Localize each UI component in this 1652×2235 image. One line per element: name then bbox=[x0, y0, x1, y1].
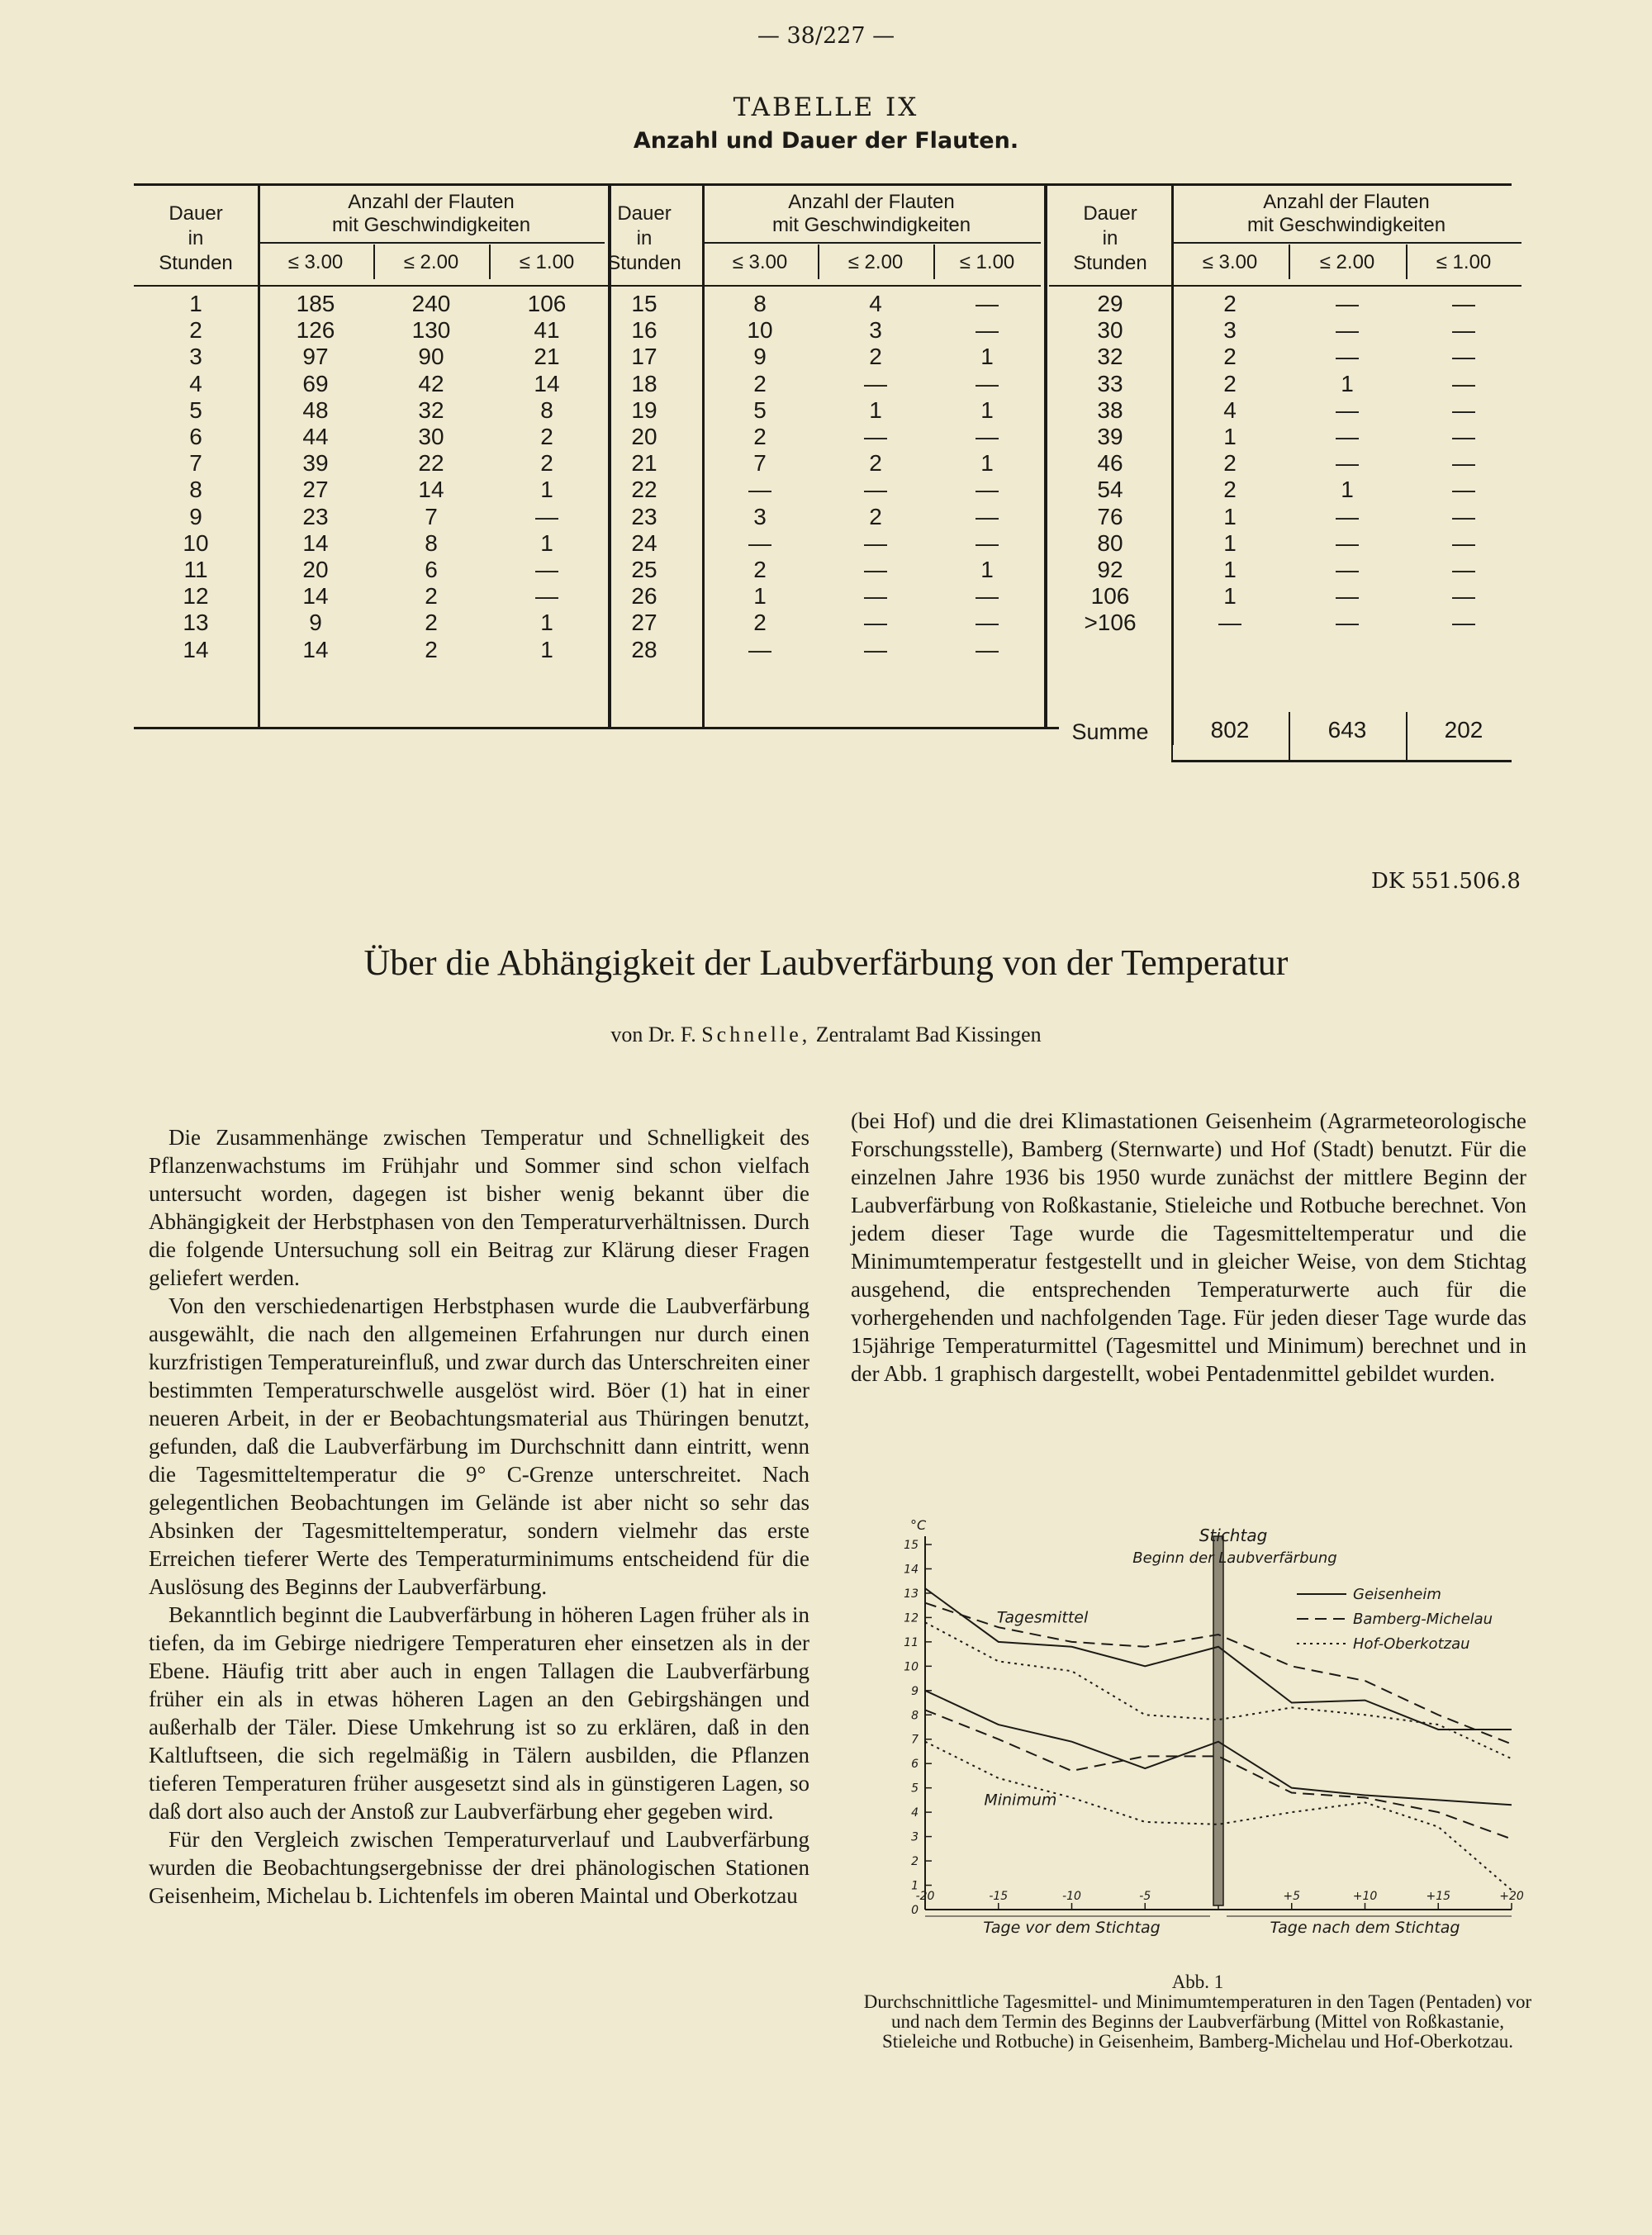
table-cell: — bbox=[976, 477, 999, 503]
table-cell: — bbox=[976, 317, 999, 344]
y-tick-label: 5 bbox=[911, 1782, 919, 1796]
table-cell: 2 bbox=[1223, 291, 1237, 316]
table-cell: 39 bbox=[302, 450, 329, 477]
table-cell: 27 bbox=[302, 477, 329, 503]
author-prefix: von Dr. F. bbox=[610, 1023, 696, 1046]
beginn-label: Beginn der Laubverfärbung bbox=[1132, 1549, 1337, 1567]
speed-subheader: ≤ 1.00 bbox=[519, 251, 575, 273]
table-cell: — bbox=[748, 529, 771, 556]
table-cell: 2 bbox=[753, 424, 767, 449]
legend-label: Geisenheim bbox=[1353, 1586, 1441, 1603]
x-tick-label: -15 bbox=[989, 1890, 1009, 1903]
table-title: Anzahl und Dauer der Flauten. bbox=[633, 128, 1019, 154]
caption-label: Abb. 1 bbox=[1171, 1972, 1224, 1992]
table-cell: 2 bbox=[753, 557, 767, 582]
table-cell: 1 bbox=[869, 396, 882, 423]
x-tick-label: -20 bbox=[915, 1890, 935, 1903]
table-cell: 27 bbox=[631, 610, 657, 636]
table-cell: — bbox=[976, 636, 999, 662]
tagesmittel-label: Tagesmittel bbox=[996, 1608, 1089, 1627]
table-cell: 4 bbox=[189, 370, 202, 396]
table-cell: 1 bbox=[1223, 557, 1237, 582]
y-tick-label: 12 bbox=[904, 1611, 919, 1625]
x-tick-label: -10 bbox=[1062, 1890, 1081, 1903]
table-cell: 1 bbox=[189, 291, 202, 316]
table-cell: — bbox=[1336, 344, 1359, 370]
table-cell: — bbox=[976, 610, 999, 636]
article-title: Über die Abhängigkeit der Laubverfärbung von der Temperatur bbox=[363, 942, 1289, 983]
summe-label: Summe bbox=[1071, 719, 1149, 744]
y-tick-label: 6 bbox=[911, 1758, 919, 1772]
table-label: TABELLE IX bbox=[733, 93, 919, 122]
table-cell: 2 bbox=[540, 450, 553, 477]
x-tick-label: +20 bbox=[1499, 1890, 1524, 1903]
table-cell: — bbox=[976, 503, 999, 529]
table-cell: — bbox=[864, 424, 887, 449]
table-cell: 9 bbox=[309, 610, 322, 636]
table-cell: 21 bbox=[534, 344, 560, 370]
table-cell: 2 bbox=[1223, 477, 1237, 503]
table-divider bbox=[1289, 712, 1290, 760]
table-cell: 13 bbox=[183, 610, 209, 636]
table-rule bbox=[586, 285, 1041, 287]
table-cell: — bbox=[1336, 583, 1359, 610]
speed-subheader: ≤ 2.00 bbox=[403, 251, 459, 273]
speed-subheader: ≤ 1.00 bbox=[959, 251, 1015, 273]
table-cell: 14 bbox=[302, 636, 329, 662]
table-cell: 21 bbox=[631, 450, 657, 477]
speed-subheader: ≤ 3.00 bbox=[732, 251, 788, 273]
table-cell: — bbox=[1336, 291, 1359, 316]
speed-subheader: ≤ 2.00 bbox=[847, 251, 904, 273]
table-cell: 7 bbox=[753, 450, 767, 477]
table-cell: — bbox=[976, 529, 999, 556]
table-cell: 1 bbox=[1223, 424, 1237, 449]
table-rule bbox=[134, 285, 605, 287]
table-cell: 48 bbox=[302, 396, 329, 423]
table-cell: 20 bbox=[302, 557, 329, 582]
table-cell: 8 bbox=[753, 291, 767, 316]
table-cell: 2 bbox=[189, 317, 202, 344]
table-cell: — bbox=[535, 583, 558, 610]
table-cell: 14 bbox=[183, 636, 209, 662]
table-divider bbox=[489, 244, 491, 279]
table-rule bbox=[1171, 760, 1512, 762]
summe-value: 643 bbox=[1327, 717, 1367, 743]
table-cell: — bbox=[864, 370, 887, 396]
table-cell: 90 bbox=[418, 344, 444, 370]
table-cell: 14 bbox=[302, 529, 329, 556]
table-cell: 1 bbox=[1341, 477, 1354, 503]
dk-classification: DK 551.506.8 bbox=[1371, 869, 1521, 894]
table-cell: 76 bbox=[1097, 503, 1123, 529]
table-cell: — bbox=[1452, 291, 1475, 316]
table-rule bbox=[134, 183, 1512, 186]
minimum-label: Minimum bbox=[984, 1791, 1057, 1810]
author-affiliation: Zentralamt Bad Kissingen bbox=[815, 1023, 1042, 1046]
table-cell: 44 bbox=[302, 424, 329, 449]
flauten-group-header: mit Geschwindigkeiten bbox=[1246, 214, 1446, 236]
table-cell: 23 bbox=[631, 503, 657, 529]
caption-text: Durchschnittliche Tagesmittel- und Minimumtemperaturen in den Tagen (Pentaden) vor und nach dem Termin des Beginns der Laubverfärbung (Mittel von Roßkastanie, Stieleiche und Rotbuche) in Geisenheim, Bamberg-Michelau und Hof-Oberkotzau. bbox=[863, 1991, 1532, 2052]
table-cell: 2 bbox=[1223, 344, 1237, 370]
table-cell: 10 bbox=[183, 529, 209, 556]
table-cell: 80 bbox=[1097, 529, 1123, 556]
table-cell: 2 bbox=[869, 344, 882, 370]
table-cell: 17 bbox=[631, 344, 657, 370]
table-cell: 2 bbox=[869, 503, 882, 529]
table-cell: 11 bbox=[183, 557, 208, 582]
table-cell: — bbox=[976, 291, 999, 316]
table-cell: 32 bbox=[1097, 344, 1123, 370]
table-rule bbox=[1171, 242, 1521, 244]
y-tick-label: 7 bbox=[911, 1733, 919, 1747]
table-cell: 18 bbox=[631, 370, 657, 396]
table-cell: 23 bbox=[302, 503, 329, 529]
table-cell: 92 bbox=[1097, 557, 1123, 582]
table-cell: 5 bbox=[753, 396, 767, 423]
table-cell: 6 bbox=[189, 424, 202, 449]
stichtag-bar bbox=[1213, 1536, 1223, 1905]
table-cell: 10 bbox=[747, 317, 773, 344]
table-cell: 2 bbox=[1223, 370, 1237, 396]
table-cell: 14 bbox=[534, 370, 560, 396]
table-cell: — bbox=[1336, 529, 1359, 556]
table-cell: — bbox=[1452, 344, 1475, 370]
table-cell: 2 bbox=[753, 610, 767, 636]
table-cell: 19 bbox=[631, 396, 657, 423]
table-cell: — bbox=[1452, 529, 1475, 556]
table-cell: — bbox=[976, 370, 999, 396]
dauer-header: in bbox=[1102, 227, 1118, 249]
table-cell: — bbox=[535, 503, 558, 529]
y-tick-label: 9 bbox=[911, 1684, 919, 1698]
table-cell: — bbox=[1452, 396, 1475, 423]
table-cell: 1 bbox=[540, 610, 553, 636]
dauer-header: Dauer bbox=[1083, 202, 1137, 225]
table-divider bbox=[1406, 712, 1408, 760]
table-rule bbox=[258, 242, 605, 244]
table-divider bbox=[818, 244, 819, 279]
flauten-group-header: Anzahl der Flauten bbox=[1263, 191, 1430, 213]
y-tick-label: 14 bbox=[904, 1563, 919, 1577]
table-cell: 26 bbox=[631, 583, 657, 610]
dauer-header: in bbox=[636, 227, 653, 249]
table-cell: 42 bbox=[418, 370, 444, 396]
table-cell: 1 bbox=[540, 529, 553, 556]
table-cell: 240 bbox=[411, 291, 451, 316]
author-line bbox=[0, 1023, 1652, 1047]
table-cell: 14 bbox=[302, 583, 329, 610]
table-cell: — bbox=[1452, 583, 1475, 610]
table-cell: — bbox=[1452, 317, 1475, 344]
table-cell: 2 bbox=[425, 583, 438, 610]
x-tick-label: +15 bbox=[1426, 1890, 1451, 1903]
paragraph: (bei Hof) und die drei Klimastationen Geisenheim (Agrarmeteorologische Forschungsstelle), Bamberg (Sternwarte) und Hof (Stadt) benutzt. Für die einzelnen Jahre 1936 bis 1950 wurde zunächst der mittlere Beginn der Laubverfärbung von Roßkastanie, Stieleiche und Rotbuche berechnet. Von jedem dieser Tage wurde die Tagesmitteltemperatur und die Minimumtemperatur festgestellt und in gleicher Weise, von dem Stichtag ausgehend, die entsprechenden Temperaturwerte auch für die vorhergehenden und nachfolgenden Tage. Für jeden dieser Tage wurde das 15jährige Temperaturmittel (Tagesmittel und Minimum) berechnet und in der Abb. 1 graphisch dargestellt, wobei Pentadenmittel gebildet wurden. bbox=[851, 1108, 1526, 1386]
table-divider bbox=[1289, 244, 1290, 279]
y-tick-label: 10 bbox=[904, 1660, 919, 1674]
table-cell: 130 bbox=[411, 317, 451, 344]
table-cell: 5 bbox=[189, 396, 202, 423]
table-cell: — bbox=[1336, 557, 1359, 582]
author-name: Schnelle, bbox=[701, 1023, 811, 1046]
table-cell: — bbox=[1336, 424, 1359, 449]
table-cell: 1 bbox=[1223, 529, 1237, 556]
table-cell: — bbox=[1336, 317, 1359, 344]
table-cell: 41 bbox=[534, 317, 560, 344]
dauer-header: Dauer bbox=[169, 202, 223, 225]
y-tick-label: 11 bbox=[904, 1635, 919, 1649]
table-cell: 16 bbox=[631, 317, 657, 344]
y-tick-label: 1 bbox=[911, 1879, 919, 1893]
table-rule bbox=[134, 727, 1059, 729]
x-tick-label: -5 bbox=[1139, 1890, 1151, 1903]
table-divider bbox=[373, 244, 375, 279]
y-tick-label: 8 bbox=[911, 1709, 919, 1723]
table-cell: 33 bbox=[1097, 370, 1123, 396]
table-cell: — bbox=[1336, 396, 1359, 423]
table-cell: 185 bbox=[296, 291, 335, 316]
speed-subheader: ≤ 3.00 bbox=[287, 251, 344, 273]
table-cell: 69 bbox=[302, 370, 329, 396]
table-cell: — bbox=[864, 583, 887, 610]
table-cell: 6 bbox=[425, 557, 438, 582]
table-cell: — bbox=[1452, 503, 1475, 529]
dauer-header: in bbox=[188, 227, 204, 249]
table-cell: — bbox=[1452, 610, 1475, 636]
table-cell: 2 bbox=[425, 636, 438, 662]
y-tick-label: 2 bbox=[911, 1855, 919, 1869]
table-cell: — bbox=[748, 477, 771, 503]
table-cell: 8 bbox=[425, 529, 438, 556]
right-column bbox=[851, 1107, 1526, 1388]
table-cell: 12 bbox=[183, 583, 209, 610]
table-cell: 106 bbox=[527, 291, 567, 316]
table-cell: 25 bbox=[631, 557, 657, 582]
paragraph: Für den Vergleich zwischen Temperaturverlauf und Laubverfärbung wurden die Beobachtungsergebnisse der drei phänologischen Stationen Geisenheim, Michelau b. Lichtenfels im oberen Maintal und Oberkotzau bbox=[149, 1827, 809, 1908]
table-cell: — bbox=[864, 477, 887, 503]
table-rule bbox=[702, 242, 1041, 244]
table-cell: 1 bbox=[753, 583, 767, 610]
table-cell: 1 bbox=[980, 344, 994, 370]
table-cell: 3 bbox=[189, 344, 202, 370]
y-tick-label: 15 bbox=[904, 1539, 919, 1552]
table-cell: — bbox=[864, 557, 887, 582]
paragraph: Von den verschiedenartigen Herbstphasen wurde die Laubverfärbung ausgewählt, die nach den allgemeinen Erfahrungen nur durch einen kurzfristigen Temperatureinfluß, und zwar durch das Unterschreiten einer bestimmten Temperaturschwelle ausgelöst wird. Böer (1) hat in einer neueren Arbeit, in der er Beobachtungsmaterial aus Thüringen benutzt, gefunden, daß die Laubverfärbung im Durchschnitt dann eintritt, wenn die Tagesmitteltemperatur die 9° C-Grenze unterschreitet. Nach gelegentlichen Beobachtungen im Gelände ist aber nicht so sehr das Absinken der Tagesmitteltemperatur, sondern vielmehr das erste Erreichen tieferer Werte des Temperaturminimums entscheidend für die Auslösung des Beginns der Laubverfärbung. bbox=[149, 1293, 809, 1599]
table-cell: 8 bbox=[189, 477, 202, 503]
table-cell: 1 bbox=[1341, 370, 1354, 396]
x-axis-label-left: Tage vor dem Stichtag bbox=[983, 1919, 1161, 1937]
table-cell: — bbox=[1336, 503, 1359, 529]
table-cell: — bbox=[976, 583, 999, 610]
table-cell: 2 bbox=[540, 424, 553, 449]
table-cell: 29 bbox=[1097, 291, 1123, 316]
table-cell: 4 bbox=[869, 291, 882, 316]
table-cell: 28 bbox=[631, 636, 657, 662]
y-tick-label: 13 bbox=[904, 1587, 919, 1601]
dauer-header: Stunden bbox=[1073, 252, 1147, 274]
summe-value: 202 bbox=[1444, 717, 1483, 743]
figure-caption bbox=[859, 1972, 1536, 2052]
stichtag-label: Stichtag bbox=[1199, 1526, 1268, 1545]
table-cell: 14 bbox=[418, 477, 444, 503]
table-cell: — bbox=[535, 557, 558, 582]
table-cell: — bbox=[1452, 557, 1475, 582]
table-cell: 3 bbox=[869, 317, 882, 344]
table-divider bbox=[1044, 183, 1047, 727]
y-tick-label: 0 bbox=[911, 1904, 919, 1917]
table-cell: 3 bbox=[1223, 317, 1237, 344]
table-cell: 1 bbox=[540, 636, 553, 662]
table-cell: 30 bbox=[418, 424, 444, 449]
table-cell: 1 bbox=[1223, 503, 1237, 529]
y-tick-label: 3 bbox=[911, 1830, 919, 1844]
table-cell: 7 bbox=[189, 450, 202, 477]
table-cell: 54 bbox=[1097, 477, 1123, 503]
legend-label: Bamberg-Michelau bbox=[1353, 1611, 1493, 1628]
table-divider bbox=[1406, 244, 1408, 279]
left-column bbox=[149, 1123, 809, 1910]
speed-subheader: ≤ 1.00 bbox=[1436, 251, 1492, 273]
table-cell: 32 bbox=[418, 396, 444, 423]
table-cell: 39 bbox=[1097, 424, 1123, 449]
flauten-group-header: mit Geschwindigkeiten bbox=[771, 214, 971, 236]
table-cell: — bbox=[1218, 610, 1241, 636]
table-cell: — bbox=[864, 529, 887, 556]
table-cell: 1 bbox=[980, 450, 994, 477]
table-cell: 2 bbox=[753, 370, 767, 396]
dauer-header: Stunden bbox=[159, 252, 233, 274]
summe-value: 802 bbox=[1210, 717, 1250, 743]
table-cell: 1 bbox=[540, 477, 553, 503]
table-cell: 1 bbox=[1223, 583, 1237, 610]
speed-subheader: ≤ 2.00 bbox=[1319, 251, 1375, 273]
legend-label: Hof-Oberkotzau bbox=[1353, 1635, 1470, 1653]
table-cell: 7 bbox=[425, 503, 438, 529]
table-cell: — bbox=[1336, 450, 1359, 477]
table-cell: 22 bbox=[631, 477, 657, 503]
table-cell: 1 bbox=[980, 557, 994, 582]
table-cell: 24 bbox=[631, 529, 657, 556]
table-cell: — bbox=[1336, 610, 1359, 636]
table-cell: 22 bbox=[418, 450, 444, 477]
table-cell: 38 bbox=[1097, 396, 1123, 423]
table-cell: — bbox=[748, 636, 771, 662]
temperature-chart bbox=[851, 1511, 1536, 1957]
table-cell: — bbox=[864, 610, 887, 636]
table-cell: — bbox=[976, 424, 999, 449]
table-cell: >106 bbox=[1084, 610, 1137, 636]
table-cell: 106 bbox=[1090, 583, 1130, 610]
x-axis-label-right: Tage nach dem Stichtag bbox=[1270, 1919, 1460, 1937]
table-cell: 20 bbox=[631, 424, 657, 449]
table-cell: — bbox=[1452, 424, 1475, 449]
table-cell: — bbox=[1452, 477, 1475, 503]
table-cell: 9 bbox=[753, 344, 767, 370]
table-rule bbox=[1049, 285, 1521, 287]
table-cell: 15 bbox=[631, 291, 657, 316]
y-tick-label: 4 bbox=[911, 1806, 919, 1820]
table-cell: 2 bbox=[425, 610, 438, 636]
table-cell: 9 bbox=[189, 503, 202, 529]
flauten-group-header: Anzahl der Flauten bbox=[788, 191, 955, 213]
table-cell: 8 bbox=[540, 396, 553, 423]
dauer-header: Stunden bbox=[607, 252, 681, 274]
table-cell: 1 bbox=[980, 396, 994, 423]
table-cell: 126 bbox=[296, 317, 335, 344]
paragraph: Bekanntlich beginnt die Laubverfärbung in höheren Lagen früher als in tiefen, da im Gebirge niedrigere Temperaturen eher einsetzen als in der Ebene. Häufig tritt aber auch in engen Tallagen die Laubverfärbung früher ein als in etwas höheren Lagen an den Gebirgshängen und außerhalb der Täler. Diese Umkehrung ist so zu erklären, daß in den Kaltluftseen, die sich regelmäßig in Tälern ausbilden, die Pflanzen tieferen Temperaturen früher ausgesetzt sind als in günstigeren Lagen, so daß dort also auch der Anstoß zur Laubverfärbung eher gegeben wird. bbox=[149, 1602, 809, 1824]
table-cell: 97 bbox=[302, 344, 329, 370]
table-cell: 2 bbox=[869, 450, 882, 477]
flauten-group-header: mit Geschwindigkeiten bbox=[331, 214, 531, 236]
x-tick-label: +10 bbox=[1352, 1890, 1378, 1903]
x-tick-label: +5 bbox=[1283, 1890, 1301, 1903]
table-cell: — bbox=[1452, 370, 1475, 396]
paragraph: Die Zusammenhänge zwischen Temperatur und Schnelligkeit des Pflanzenwachstums im Frühjahr und Sommer sind schon vielfach untersucht worden, dagegen ist bisher wenig bekannt über die Abhängigkeit der Herbstphasen von den Temperaturverhältnissen. Durch die folgende Untersuchung soll ein Beitrag zur Klärung dieser Fragen geliefert werden. bbox=[149, 1125, 809, 1290]
table-divider bbox=[933, 244, 935, 279]
table-cell: 2 bbox=[1223, 450, 1237, 477]
table-cell: 30 bbox=[1097, 317, 1123, 344]
dauer-header: Dauer bbox=[617, 202, 672, 225]
page-number: — 38/227 — bbox=[757, 23, 895, 49]
table-cell: — bbox=[864, 636, 887, 662]
flauten-group-header: Anzahl der Flauten bbox=[348, 191, 515, 213]
y-axis-unit: °C bbox=[910, 1517, 927, 1533]
table-cell: — bbox=[1452, 450, 1475, 477]
speed-subheader: ≤ 3.00 bbox=[1202, 251, 1258, 273]
table-cell: 3 bbox=[753, 503, 767, 529]
table-cell: 46 bbox=[1097, 450, 1123, 477]
table-cell: 4 bbox=[1223, 396, 1237, 423]
